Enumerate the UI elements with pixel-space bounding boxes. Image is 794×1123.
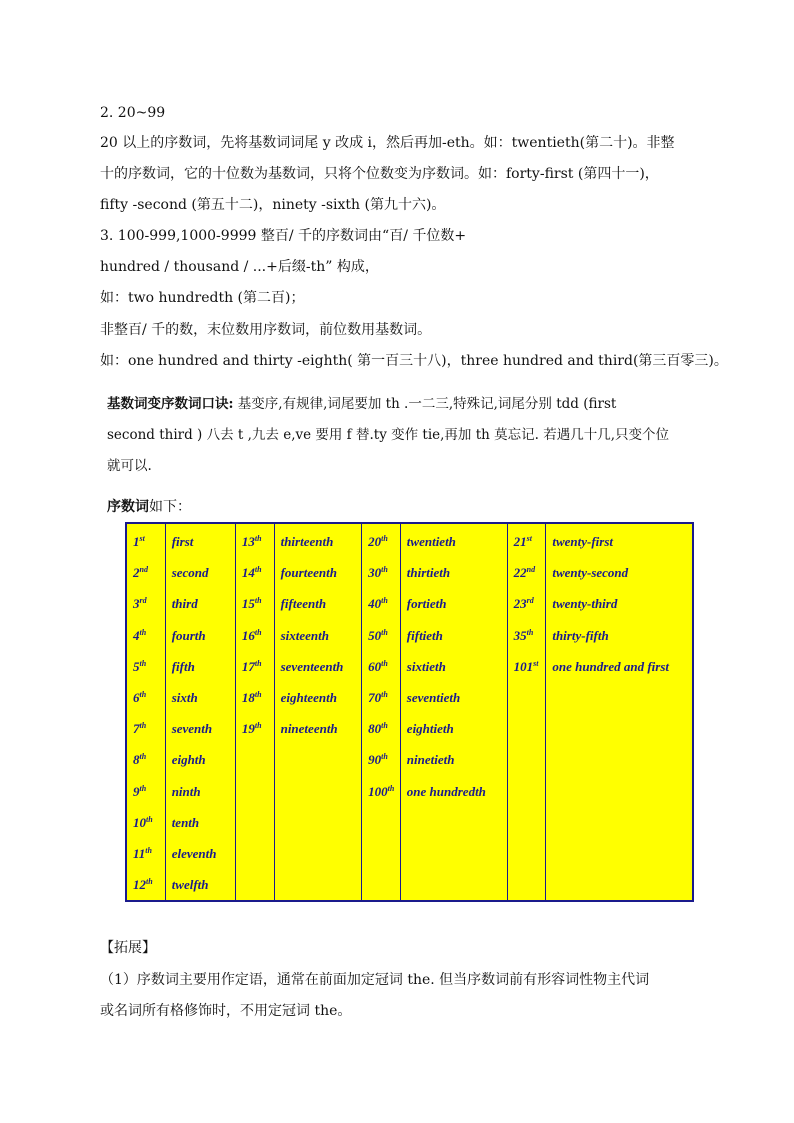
ordinal-number [362,682,400,713]
ordinal-number [508,557,546,588]
ordinal-suffix: th [381,565,388,575]
section-2-line-1: 20 以上的序数词，先将基数词词尾 y 改成 i，然后再加-eth。如：twentieth(第二十)。非整 [100,135,675,151]
ordinal-suffix: th [254,596,262,606]
ordinal-word: seventieth [406,689,461,705]
ordinal-suffix: th [381,689,388,699]
ordinal-number [127,588,165,619]
ordinal-number [362,526,400,557]
ordinal-word: eighth [171,752,206,768]
ordinal-word: thirty-fifth [552,627,609,643]
ordinal-number-value: 11 [133,845,146,861]
col-4-nums [507,523,546,901]
ordinal-number-value: 23 [513,596,527,612]
ordinal-suffix: th [254,565,262,575]
ordinal-number-value: 19 [241,721,255,737]
section-3-line-4: 非整百/ 千的数，末位数用序数词，前位数用基数词。 [100,322,432,338]
ordinal-word: fourth [171,627,206,643]
ordinal-number-value: 5 [133,658,140,674]
ordinal-word: sixth [171,689,198,705]
ordinal-word: one hundred and first [552,658,670,674]
col-2-words [274,523,362,901]
ordinal-suffix: th [387,783,395,793]
ordinal-word: one hundredth [406,783,486,799]
ordinal-number [127,620,165,651]
ordinal-number [362,588,400,619]
ordinal-word: sixteenth [280,627,329,643]
ordinal-suffix: th [139,721,147,731]
ordinal-number-value: 9 [133,783,140,799]
ordinal-number [236,588,274,619]
ordinal-number-value: 17 [241,658,255,674]
ordinal-number-value: 16 [241,627,255,643]
ordinal-word: second [171,565,209,581]
ordinal-number-value: 100 [368,783,388,799]
ordinal-number [127,526,165,557]
ordinal-suffix: th [526,627,534,637]
ordinal-number [236,620,274,651]
ordinal-suffix: nd [526,565,536,575]
ordinal-word: fiftieth [406,627,443,643]
ordinal-word: eighteenth [280,689,337,705]
ordinal-word: first [171,534,194,549]
ordinal-number-value: 60 [368,658,382,674]
ordinal-number-value: 15 [241,596,255,612]
ordinal-number [127,557,165,588]
ordinal-suffix: th [254,534,262,543]
ordinal-number [127,838,165,869]
ordinal-word: twenty-first [552,534,614,549]
ordinal-word: eleventh [171,845,217,861]
ordinal-number [362,776,400,807]
expand-line-2: 或名词所有格修饰时，不用定冠词 the。 [100,1003,352,1019]
col-3-nums [362,523,401,901]
col-2-nums [235,523,274,901]
ordinal-suffix: th [381,721,388,731]
ordinal-word: twenty-third [552,596,618,612]
ordinal-number [508,526,546,557]
ordinal-number-value: 13 [241,534,255,549]
ordinal-number-value: 1 [133,534,140,549]
ordinal-suffix: th [139,783,147,793]
ordinal-word: ninetieth [406,752,455,768]
ordinal-word: fourteenth [280,565,337,581]
ordinal-number-value: 21 [513,534,527,549]
rhyme-line-3: 就可以. [107,458,152,474]
ordinal-number-value: 22 [513,565,527,581]
ordinal-suffix: th [254,689,262,699]
ordinal-suffix: th [381,752,388,762]
ordinal-suffix: st [526,534,533,543]
ordinal-suffix: th [139,689,147,699]
ordinal-number-value: 10 [133,814,146,830]
expand-heading: 【拓展】 [100,940,156,956]
ordinal-number-value: 6 [133,689,140,705]
ordinal-number-value: 14 [241,565,255,581]
table-intro-rest: 如下： [149,499,191,515]
rhyme-line-2: second third ) 八去 t ,九去 e,ve 要用 f 替.ty 变作 tie,再加 th 莫忘记. 若遇几十几,只变个位 [107,427,669,443]
col-1-nums [126,523,165,901]
ordinal-suffix: th [145,845,152,855]
ordinal-suffix: th [254,721,262,731]
ordinal-suffix: th [139,627,147,637]
ordinal-number-value: 50 [368,627,382,643]
ordinal-suffix: th [146,877,153,887]
ordinal-number-value: 3 [133,596,140,612]
ordinal-number-value: 7 [133,721,140,737]
ordinal-suffix: th [146,814,153,824]
ordinal-word: twenty-second [552,565,629,581]
section-2-heading: 2. 20~99 [100,105,166,121]
ordinal-word: twelfth [171,877,209,893]
ordinal-word: fortieth [406,596,447,612]
ordinal-number [508,651,546,682]
ordinal-word: seventh [171,721,213,737]
ordinal-number [127,682,165,713]
ordinal-number [127,713,165,744]
ordinal-number [127,776,165,807]
expand-line-1: （1）序数词主要用作定语，通常在前面加定冠词 the. 但当序数词前有形容词性物主代词 [100,972,650,988]
ordinal-suffix: th [139,752,147,762]
ordinal-number-value: 80 [368,721,382,737]
ordinal-word: sixtieth [406,658,446,674]
ordinal-word: seventeenth [280,658,344,674]
ordinal-number-value: 2 [133,565,140,581]
ordinal-suffix: st [533,658,539,668]
ordinal-word: third [171,596,198,612]
section-3-line-5: 如：one hundred and thirty -eighth( 第一百三十八)，three hundred and third(第三百零三)。 [100,353,728,369]
ordinal-number-value: 101 [513,658,534,674]
ordinal-number [362,713,400,744]
table-intro [107,497,191,517]
ordinal-number-value: 90 [368,752,382,768]
ordinal-word: fifteenth [280,596,327,612]
ordinal-number [236,651,274,682]
ordinal-number-value: 35 [513,627,527,643]
ordinal-number [127,807,165,838]
ordinal-number [508,588,546,619]
ordinal-number-value: 8 [133,752,140,768]
ordinal-word: eightieth [406,721,454,737]
section-2-line-2: 十的序数词，它的十位数为基数词，只将个位数变为序数词。如：forty-first (第四十一)， [100,166,659,182]
rhyme-label: 基数词变序数词口诀: [107,396,234,412]
col-4-words [546,523,693,901]
ordinal-number [236,557,274,588]
ordinal-suffix: nd [139,565,148,575]
ordinal-number-value: 12 [133,877,146,893]
ordinal-suffix: th [139,658,147,668]
ordinal-word: tenth [171,814,200,830]
ordinal-suffix: rd [526,596,534,606]
col-3-words [400,523,507,901]
section-3-line-2: hundred / thousand / ...+后缀-th” 构成， [100,259,379,275]
ordinal-suffix: th [381,658,388,668]
ordinal-suffix: rd [139,596,147,606]
table-intro-bold: 序数词 [107,499,149,515]
ordinal-number [127,744,165,775]
ordinal-number-value: 20 [368,534,382,549]
ordinal-word: ninth [171,783,201,799]
ordinal-number-value: 30 [368,565,382,581]
ordinal-word: thirtieth [406,565,451,581]
ordinal-number [508,620,546,651]
ordinal-number [362,557,400,588]
ordinal-suffix: st [139,534,145,543]
ordinal-number-value: 40 [368,596,382,612]
rhyme-text-1: 基变序,有规律,词尾要加 th .一二三,特殊记,词尾分别 tdd (first [233,396,617,412]
ordinal-number [362,744,400,775]
section-3-line-1: 3. 100-999,1000-9999 整百/ 千的序数词由“百/ 千位数+ [100,228,467,244]
ordinal-number [127,869,165,900]
section-3-line-3: 如：two hundredth (第二百)； [100,290,305,306]
rhyme-line-1 [107,394,616,414]
ordinal-table [125,522,694,902]
ordinal-number [236,526,274,557]
ordinal-number [127,651,165,682]
ordinal-word: nineteenth [280,721,338,737]
col-1-words [165,523,235,901]
ordinal-suffix: th [381,627,388,637]
ordinal-suffix: th [254,658,262,668]
ordinal-suffix: th [381,596,388,606]
ordinal-number [362,651,400,682]
ordinal-suffix: th [254,627,262,637]
section-2-line-3: fifty -second (第五十二)，ninety -sixth (第九十六)。 [100,197,446,213]
ordinal-number [236,682,274,713]
ordinal-word: thirteenth [280,534,334,549]
ordinal-word: fifth [171,658,195,674]
ordinal-number [236,713,274,744]
ordinal-number [362,620,400,651]
ordinal-number-value: 4 [133,627,140,643]
ordinal-number-value: 18 [241,689,255,705]
ordinal-word: twentieth [406,534,456,549]
ordinal-number-value: 70 [368,689,382,705]
ordinal-suffix: th [381,534,388,543]
